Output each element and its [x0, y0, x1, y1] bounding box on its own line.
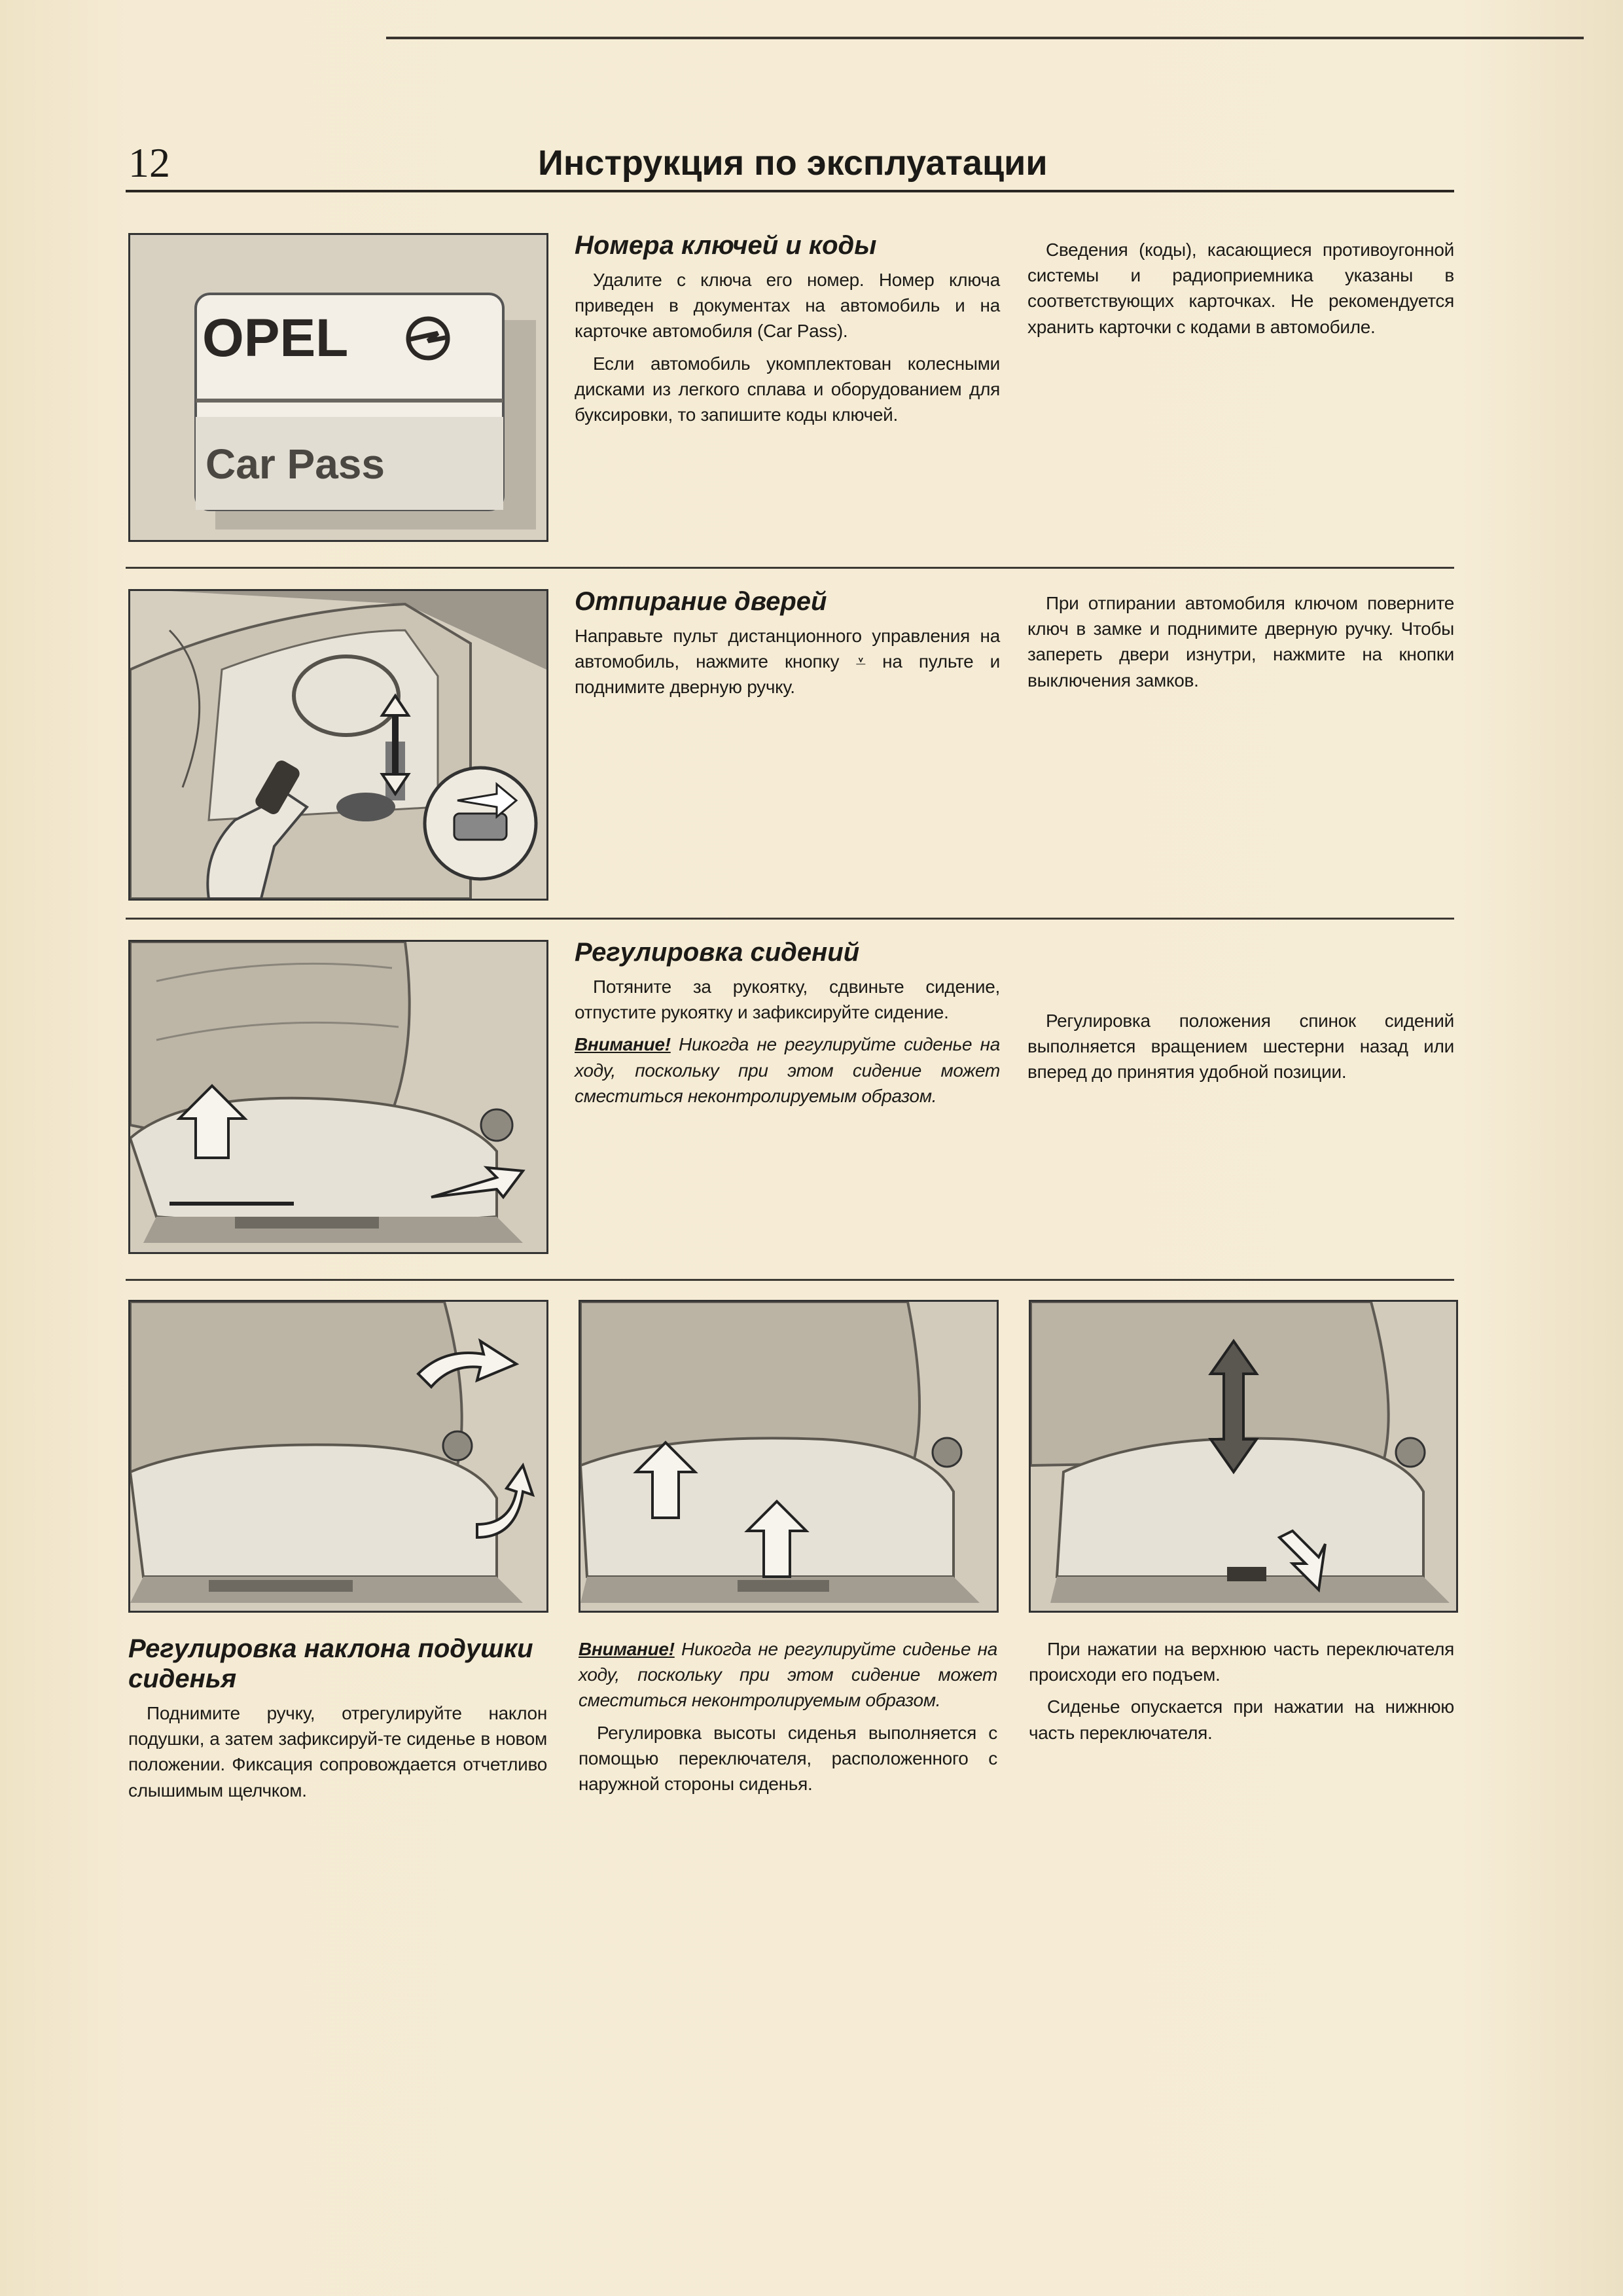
keys-column-1 [575, 230, 1000, 434]
door-unlock-figure [128, 589, 548, 901]
keys-paragraph-2: Если автомобиль укомплектован колесными дисками из легкого сплава и оборудованием для буксировки, то запишите коды ключей. [575, 353, 1000, 425]
seats-paragraph-2: Регулировка положения спинок сидений выполняется вращением шестерни назад или вперед до принятия удобной позиции. [1027, 1011, 1454, 1083]
cushion-column-3 [1029, 1636, 1454, 1752]
cushion-column-2 [579, 1636, 997, 1803]
section-divider-2 [126, 918, 1454, 920]
keys-paragraph-1: Удалите с ключа его номер. Номер ключа приведен в документах на автомобиль и на карточке автомобиля (Car Pass). [575, 270, 1000, 342]
seat-height-up-figure [579, 1300, 999, 1613]
seats-warning-label: Внимание! [575, 1034, 671, 1055]
cushion-paragraph-2: Регулировка высоты сиденья выполняется с помощью переключателя, расположенного с наружной стороны сиденья. [579, 1722, 997, 1794]
seats-warning [575, 1031, 1000, 1109]
card-label: Car Pass [205, 440, 385, 488]
door-unlock-illustration [130, 591, 546, 899]
top-rule [386, 37, 1584, 39]
running-title: Инструкция по эксплуатации [538, 143, 1048, 183]
seats-heading: Регулировка сидений [575, 938, 860, 967]
keys-column-2 [1027, 237, 1454, 346]
cushion-paragraph-1: Поднимите ручку, отрегулируйте наклон подушки, а затем зафиксируй-те сиденье в новом положении. Фиксация сопровождается отчетливо слышимым щелчком. [128, 1703, 547, 1801]
doors-paragraph-1: Направьте пульт дистанционного управления на автомобиль, нажмите кнопку ⩡ на пульте и поднимите дверную ручку. [575, 626, 1000, 698]
seats-column-1 [575, 937, 1000, 1115]
card-brand: OPEL [202, 308, 349, 368]
seats-paragraph-1: Потяните за рукоятку, сдвиньте сидение, отпустите рукоятку и зафиксируйте сидение. [575, 977, 1000, 1023]
doors-column-1 [575, 586, 1000, 707]
doors-paragraph-2: При отпирании автомобиля ключом поверните ключ в замке и поднимите дверную ручку. Чтобы запереть двери изнутри, нажмите на кнопки выключения замков. [1027, 593, 1454, 691]
car-pass-illustration [130, 235, 546, 540]
doors-column-2 [1027, 590, 1454, 700]
page-number: 12 [128, 139, 170, 186]
seats-warning-text: Никогда не регулируйте сиденье на ходу, поскольку при этом сидение может сместиться неконтролируемым образом. [575, 1034, 1000, 1106]
keys-paragraph-3: Сведения (коды), касающиеся противоугонной системы и радиоприемника указаны в соответствующих карточках. Не рекомендуется хранить карточки с кодами в автомобиле. [1027, 240, 1454, 337]
seat-slide-illustration [130, 942, 546, 1252]
seats-column-2 [1027, 1008, 1454, 1092]
doors-heading: Отпирание дверей [575, 587, 827, 616]
cushion-heading: Регулировка наклона подушки сиденья [128, 1634, 533, 1693]
cushion-column-1 [128, 1634, 547, 1810]
cushion-warning-label: Внимание! [579, 1639, 675, 1659]
seat-height-switch-figure [1029, 1300, 1458, 1613]
section-divider-3 [126, 1279, 1454, 1281]
car-pass-figure [128, 233, 548, 542]
keys-heading: Номера ключей и коды [575, 231, 877, 260]
cushion-paragraph-4: Сиденье опускается при нажатии на нижнюю часть переключателя. [1029, 1696, 1454, 1743]
cushion-tilt-figure [128, 1300, 548, 1613]
seat-height-up-illustration [580, 1302, 997, 1611]
cushion-paragraph-3: При нажатии на верхнюю часть переключателя происходи его подъем. [1029, 1639, 1454, 1685]
cushion-tilt-illustration [130, 1302, 546, 1611]
cushion-warning [579, 1636, 997, 1713]
header-rule [126, 190, 1454, 192]
section-divider-1 [126, 567, 1454, 569]
seat-height-switch-illustration [1031, 1302, 1456, 1611]
cushion-warning-text: Никогда не регулируйте сиденье на ходу, поскольку при этом сидение может сместиться неконтролируемым образом. [579, 1639, 997, 1711]
seat-slide-figure [128, 940, 548, 1254]
